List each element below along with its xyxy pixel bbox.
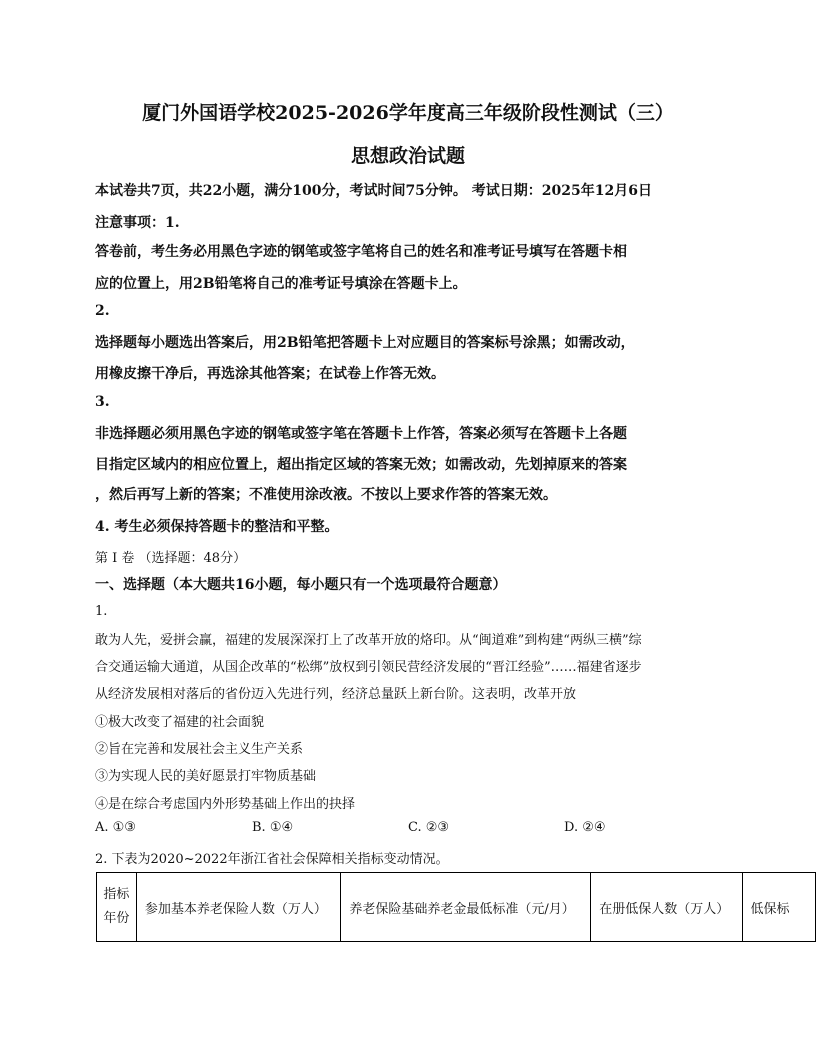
notice-item3-number: 3. (95, 394, 110, 410)
social-security-table (96, 872, 816, 942)
table-corner-cell (97, 873, 137, 942)
page-subtitle: 思想政治试题 (350, 145, 465, 167)
question2-intro: 2. 下表为2020~2022年浙江省社会保障相关指标变动情况。 (95, 852, 449, 867)
notice-item3-line1: 非选择题必须用黑色字迹的钢笔或签字笔在答题卡上作答，答案必须写在答题卡上各题 (95, 426, 627, 442)
page-title: 厦门外国语学校2025-2026学年度高三年级阶段性测试（三） (142, 102, 674, 124)
column-header-low-income-standard: 低保标 (742, 873, 815, 942)
question1-option-c: C. ②③ (408, 820, 450, 835)
column-header-pension-min-standard: 养老保险基础养老金最低标准（元/月） (341, 873, 591, 942)
column-header-registered-low-income: 在册低保人数（万人） (591, 873, 742, 942)
notice-item2-number: 2. (95, 303, 110, 319)
question1-stem-line3: 从经济发展相对落后的省份迈入先进行列，经济总量跃上新台阶。这表明，改革开放 (95, 687, 577, 702)
question1-statement-1: ①极大改变了福建的社会面貌 (95, 715, 265, 730)
notice-item1-line2: 应的位置上，用2B铅笔将自己的准考证号填涂在答题卡上。 (95, 276, 467, 292)
exam-info: 本试卷共7页，共22小题，满分100分，考试时间75分钟。 考试日期：2025年12月6日 (95, 183, 652, 199)
notice-item3-line3: ，然后再写上新的答案；不准使用涂改液。不按以上要求作答的答案无效。 (95, 487, 557, 503)
question1-statement-3: ③为实现人民的美好愿景打牢物质基础 (95, 769, 317, 784)
volume-heading: 第 I 卷 （选择题：48分） (95, 551, 247, 566)
notice-item2-line2: 用橡皮擦干净后，再选涂其他答案；在试卷上作答无效。 (95, 366, 445, 382)
column-header-pension-participants: 参加基本养老保险人数（万人） (136, 873, 341, 942)
question1-option-a: A. ①③ (95, 820, 136, 835)
notice-item1-line1: 答卷前，考生务必用黑色字迹的钢笔或签字笔将自己的姓名和准考证号填写在答题卡相 (95, 244, 627, 260)
notice-item4: 4. 考生必须保持答题卡的整洁和平整。 (95, 519, 339, 535)
notice-heading: 注意事项：1. (95, 215, 180, 231)
question1-statement-4: ④是在综合考虑国内外形势基础上作出的抉择 (95, 797, 356, 812)
question1-stem-line2: 合交通运输大通道，从国企改革的“松绑”放权到引领民营经济发展的“晋江经验”……福建省逐步 (95, 660, 642, 675)
question1-stem-line1: 敢为人先，爱拼会赢，福建的发展深深打上了改革开放的烙印。从“闽道难”到构建“两纵三横”综 (95, 633, 642, 648)
corner-label-indicator: 指标 (103, 887, 130, 902)
question1-option-d: D. ②④ (564, 820, 606, 835)
corner-label-year: 年份 (103, 911, 130, 926)
question1-option-b: B. ①④ (252, 820, 294, 835)
question1-statement-2: ②旨在完善和发展社会主义生产关系 (95, 742, 304, 757)
table-header-row (97, 873, 816, 942)
notice-item2-line1: 选择题每小题选出答案后，用2B铅笔把答题卡上对应题目的答案标号涂黑；如需改动， (95, 335, 635, 351)
section-heading: 一、选择题（本大题共16小题，每小题只有一个选项最符合题意） (95, 577, 507, 593)
question1-number: 1. (95, 604, 108, 619)
notice-item3-line2: 目指定区域内的相应位置上，超出指定区域的答案无效；如需改动，先划掉原来的答案 (95, 457, 627, 473)
